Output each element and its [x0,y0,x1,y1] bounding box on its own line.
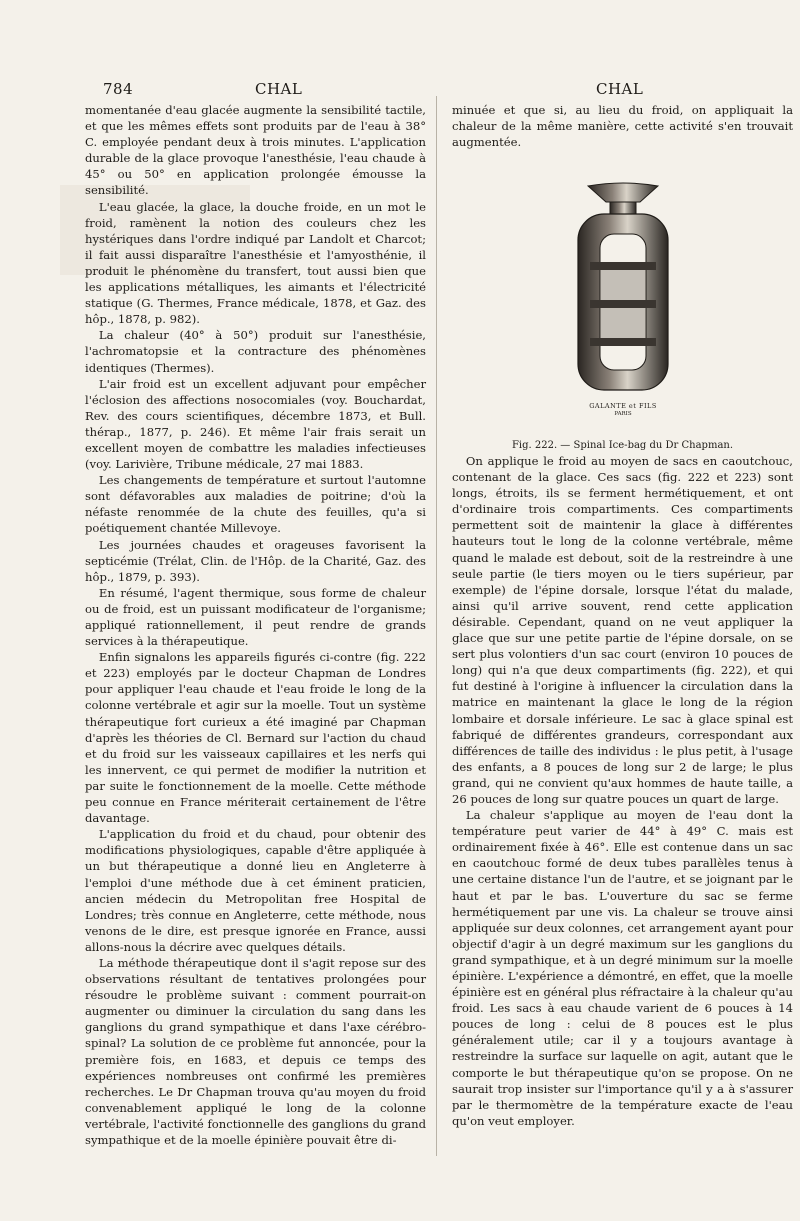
page-number: 784 [103,80,134,98]
paragraph: Les changements de température et surtout l'automne sont défavorables aux maladies de poitrine; d'où la néfaste renommée de la chute des feuilles, qu'a si poétiquement chantée Millevoye. [85,473,426,536]
running-head-left: CHAL [255,80,303,98]
paragraph: En résumé, l'agent thermique, sous forme de chaleur ou de froid, est un puissant modificateur de l'organisme; appliqué rationnellement, il peut rendre de grands services à la thérapeutique. [85,585,426,649]
right-column-top [452,102,793,150]
paragraph: Enfin signalons les appareils figurés ci-contre (fig. 222 et 223) employés par le docteur Chapman de Londres pour appliquer l'eau chaude et l'eau froide le long de la colonne vertébrale et agir sur la moelle. Tout un système thérapeutique fort curieux a été imaginé par Chapman d'après les théories de Cl. Bernard sur l'action du chaud et du froid sur les vaisseaux capillaires et les nerfs qui les innervent, ce qui permet de modifier la nutrition et par suite le fonctionnement de la moelle. Cette méthode peu connue en France mériterait certainement de l'être davantage. [85,650,426,826]
maker-mark: GALANTE et FILS [589,402,657,410]
paragraph: minuée et que si, au lieu du froid, on appliquait la chaleur de la même manière, cette activité s'en trouvait augmentée. [452,103,793,150]
paragraph: L'eau glacée, la glace, la douche froide, en un mot le froid, ramènent la notion des couleurs chez les hystériques dans l'ordre indiqué par Landolt et Charcot; il fait aussi disparaître l'anesthésie et l'amyosthénie, il produit le phénomène du transfert, tout aussi bien que les applications métalliques, les aimants et l'électricité statique (G. Thermes, France médicale, 1878, et Gaz. des hôp., 1878, p. 982). [85,199,426,327]
paragraph: La chaleur s'applique au moyen de l'eau dont la température peut varier de 44° à 49° C. mais est ordinairement fixée à 46°. Elle est contenue dans un sac en caoutchouc formé de deux tubes parallèles tenus à une certaine distance l'un de l'autre, et se joignant par le haut et par le bas. L'ouverture du sac se ferme hermétiquement par une vis. La chaleur se trouve ainsi appliquée sur deux colonnes, cet arrangement ayant pour objectif d'agir à un degré maximum sur les ganglions du grand sympathique, et à un degré minimum sur la moelle épinière. L'expérience a démontré, en effet, que la moelle épinière est en général plus réfractaire à la chaleur qu'au froid. Les sacs à eau chaude varient de 6 pouces à 14 pouces de long : celui de 8 pouces est le plus généralement utile; car il y a toujours avantage à restreindre la surface sur laquelle on agit, autant que le comporte le but thérapeutique qu'on se propose. On ne saurait trop insister sur l'importance qu'il y a à s'assurer par le thermomètre de la température exacte de l'eau qu'on veut employer. [452,808,793,1128]
left-column [85,102,426,1152]
maker-city: PARIS [614,411,632,417]
paragraph: On applique le froid au moyen de sacs en caoutchouc, contenant de la glace. Ces sacs (fig. 222 et 223) sont longs, étroits, ils se ferment hermétiquement, et ont d'ordinaire trois compartiments. Ces compartiments permettent soit de maintenir la glace à différentes hauteurs tout le long de la colonne vertébrale, même quand le malade est debout, soit de la restreindre à une seule partie (le tiers moyen ou le tiers supérieur, par exemple) de l'épine dorsale, lorsque l'état du malade, ainsi qu'il arrive souvent, rend cette application désirable. Cependant, quand on ne veut appliquer la glace que sur une petite partie de l'épine dorsale, on se sert plus volontiers d'un sac court (environ 10 pouces de long) qui n'a que deux compartiments (fig. 222), et qui fut destiné à l'origine à influencer la circulation dans la matrice en maintenant la glace le long de la région lombaire et dorsale inférieure. Le sac à glace spinal est fabriqué de différentes grandeurs, correspondant aux différences de taille des individus : le plus petit, à l'usage des enfants, a 8 pouces de long sur 2 de large; le plus grand, qui ne convient qu'aux hommes de haute taille, a 26 pouces de long sur quatre pouces un quart de large. [452,454,793,806]
figure-caption: Fig. 222. — Spinal Ice-bag du Dr Chapman. [511,440,734,451]
paragraph: L'air froid est un excellent adjuvant pour empêcher l'éclosion des affections nosocomiales (voy. Bouchardat, Rev. des cours scientifiques, décembre 1873, et Bull. thérap., 1877, p. 246). Et même l'air frais serait un excellent moyen de combattre les maladies infectieuses (voy. Larivière, Tribune médicale, 27 mai 1883. [85,376,426,472]
ice-bag-engraving [548,180,698,425]
right-column-bottom [452,453,793,1129]
paragraph: L'application du froid et du chaud, pour obtenir des modifications physiologiques, capable d'être appliquée à un but thérapeutique a donné lieu en Angleterre à l'emploi d'une méthode due à cet éminent praticien, ancien médecin du Metropolitan free Hospital de Londres; très connue en Angleterre, cette méthode, nous venons de le dire, est presque ignorée en France, aussi allons-nous la décrire avec quelques détails. [85,827,426,954]
column-divider [436,96,437,1156]
paragraph: momentanée d'eau glacée augmente la sensibilité tactile, et que les mêmes effets sont produits par de l'eau à 38° C. employée pendant deux à trois minutes. L'application durable de la glace provoque l'anesthésie, l'eau chaude à 45° ou 50° en application prolongée émousse la sensibilité. [85,103,426,198]
paragraph: Les journées chaudes et orageuses favorisent la septicémie (Trélat, Clin. de l'Hôp. de la Charité, Gaz. des hôp., 1879, p. 393). [85,537,426,584]
running-head-right: CHAL [596,80,644,98]
paragraph: La chaleur (40° à 50°) produit sur l'anesthésie, l'achromatopsie et la contracture des phénomènes identiques (Thermes). [85,328,426,375]
spinal-ice-bag-illustration [548,180,698,425]
paragraph: La méthode thérapeutique dont il s'agit repose sur des observations résultant de tentatives prolongées pour résoudre le problème suivant : comment pourrait-on augmenter ou diminuer la circulation du sang dans les ganglions du grand sympathique et dans l'axe cérébro-spinal? La solution de ce problème fut annoncée, pour la première fois, en 1683, et depuis ce temps des expériences nombreuses ont confirmé les premières recherches. Le Dr Chapman trouva qu'au moyen du froid convenablement appliqué le long de la colonne vertébrale, l'activité fonctionnelle des ganglions du grand sympathique et de la moelle épinière pouvait être di- [85,955,426,1147]
